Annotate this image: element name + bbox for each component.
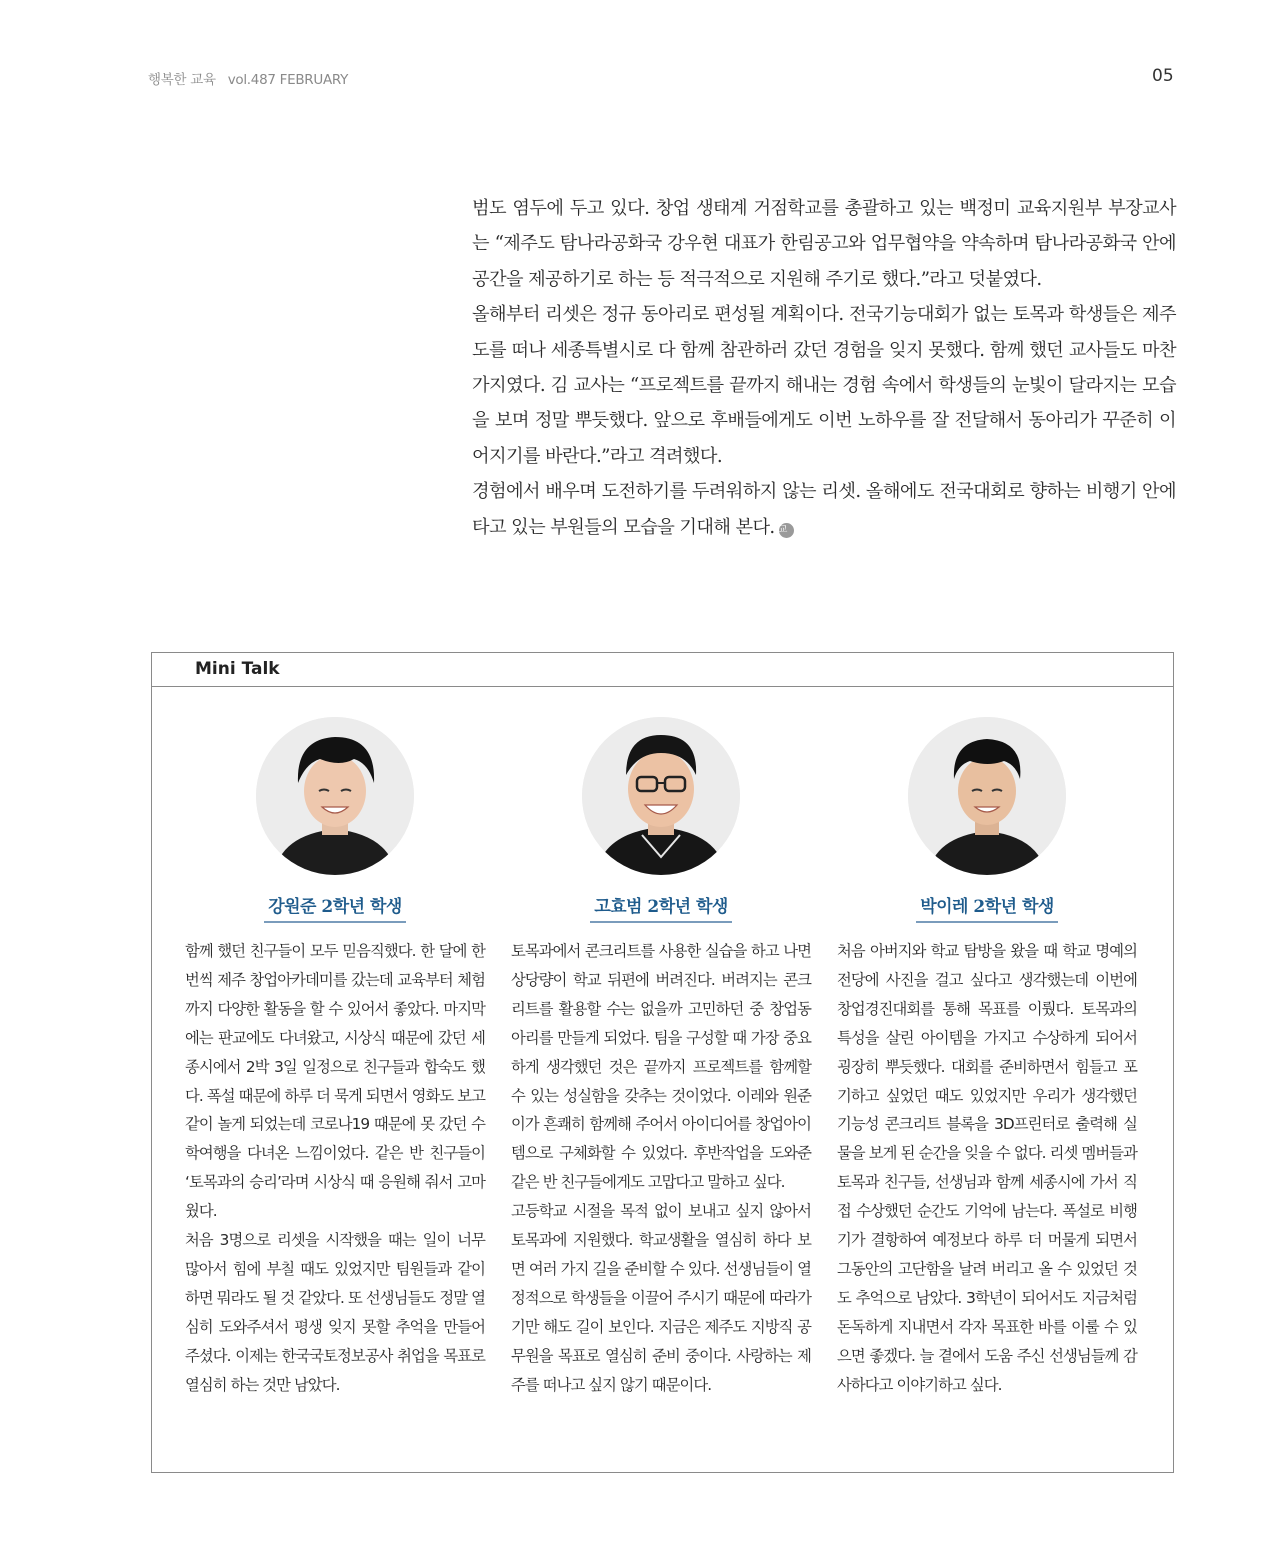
student-portrait-photo [582, 717, 740, 875]
article-paragraph-text: 경험에서 배우며 도전하기를 두려워하지 않는 리셋. 올해에도 전국대회로 향하는 비행기 안에 타고 있는 부원들의 모습을 기대해 본다. [472, 481, 1176, 538]
volume-label: vol.487 FEBRUARY [227, 72, 349, 88]
comment-paragraph: 함께 했던 친구들이 모두 믿음직했다. 한 달에 한 번씩 제주 창업아카데미를 갔는데 교육부터 체험까지 다양한 활동을 할 수 있어서 좋았다. 마지막에는 판교에도 다녀왔고, 시상식 때문에 갔던 세종시에서 2박 3일 일정으로 친구들과 합숙도 했다. 폭설 때문에 하루 더 묵게 되면서 영화도 보고 같이 놀게 되었는데 코로나19 때문에 못 갔던 수학여행을 다녀온 느낌이었다. 같은 반 친구들이 ‘토목과의 승리’라며 시상식 때 응원해 줘서 고마웠다. [185, 942, 485, 1221]
mini-talk-box [151, 652, 1174, 1473]
student-comment [837, 937, 1137, 1400]
article-paragraph [472, 474, 1176, 545]
publication-title: 행복한 교육 [148, 72, 216, 88]
student-name: 박이레 2학년 학생 [916, 892, 1058, 923]
running-header [148, 68, 348, 88]
end-mark-icon: 교 [779, 523, 794, 538]
comment-paragraph: 고등학교 시절을 목적 없이 보내고 싶지 않아서 토목과에 지원했다. 학교생활을 열심히 하다 보면 여러 가지 길을 준비할 수 있다. 선생님들이 열정적으로 학생들을 이끌어 주시기 때문에 따라가기만 해도 길이 보인다. 지금은 제주도 지방직 공무원을 목표로 열심히 준비 중이다. 사랑하는 제주를 떠나고 싶지 않기 때문이다. [511, 1202, 811, 1394]
student-comment [511, 937, 811, 1400]
student-portrait-photo [256, 717, 414, 875]
article-paragraph: 올해부터 리셋은 정규 동아리로 편성될 계획이다. 전국기능대회가 없는 토목과 학생들은 제주도를 떠나 세종특별시로 다 함께 참관하러 갔던 경험을 잊지 못했다. 함께 했던 교사들도 마찬가지였다. 김 교사는 “프로젝트를 끝까지 해내는 경험 속에서 학생들의 눈빛이 달라지는 모습을 보며 정말 뿌듯했다. 앞으로 후배들에게도 이번 노하우를 잘 전달해서 동아리가 꾸준히 이어지기를 바란다.”라고 격려했다. [472, 304, 1176, 467]
student-column-1 [185, 717, 485, 1400]
comment-paragraph: 처음 3명으로 리셋을 시작했을 때는 일이 너무 많아서 힘에 부칠 때도 있었지만 팀원들과 같이하면 뭐라도 될 것 같았다. 또 선생님들도 정말 열심히 도와주셔서 평생 잊지 못할 추억을 만들어 주셨다. 이제는 한국국토정보공사 취업을 목표로 열심히 하는 것만 남았다. [185, 1231, 485, 1394]
student-column-3 [837, 717, 1137, 1400]
mini-talk-title: Mini Talk [195, 659, 280, 679]
article-body [472, 191, 1176, 545]
page-number: 05 [1152, 66, 1174, 86]
student-name: 고효범 2학년 학생 [590, 892, 732, 923]
comment-paragraph: 토목과에서 콘크리트를 사용한 실습을 하고 나면 상당량이 학교 뒤편에 버려진다. 버려지는 콘크리트를 활용할 수는 없을까 고민하던 중 창업동아리를 만들게 되었다. 팀을 구성할 때 가장 중요하게 생각했던 것은 끝까지 프로젝트를 함께할 수 있는 성실함을 갖추는 것이었다. 이레와 원준이가 흔쾌히 함께해 주어서 아이디어를 창업아이템으로 구체화할 수 있었다. 후반작업을 도와준 같은 반 친구들에게도 고맙다고 말하고 싶다. [511, 942, 811, 1192]
comment-paragraph: 처음 아버지와 학교 탐방을 왔을 때 학교 명예의 전당에 사진을 걸고 싶다고 생각했는데 이번에 창업경진대회를 통해 목표를 이뤘다. 토목과의 특성을 살린 아이템을 가지고 수상하게 되어서 굉장히 뿌듯했다. 대회를 준비하면서 힘들고 포기하고 싶었던 때도 있었지만 우리가 생각했던 기능성 콘크리트 블록을 3D프린터로 출력해 실물을 보게 된 순간을 잊을 수 없다. 리셋 멤버들과 토목과 친구들, 선생님과 함께 세종시에 가서 직접 수상했던 순간도 기억에 남는다. 폭설로 비행기가 결항하여 예정보다 하루 더 머물게 되면서 그동안의 고단함을 날려 버리고 올 수 있었던 것도 추억으로 남았다. 3학년이 되어서도 지금처럼 돈독하게 지내면서 각자 목표한 바를 이룰 수 있으면 좋겠다. 늘 곁에서 도움 주신 선생님들께 감사하다고 이야기하고 싶다. [837, 942, 1137, 1394]
article-paragraph: 범도 염두에 두고 있다. 창업 생태계 거점학교를 총괄하고 있는 백정미 교육지원부 부장교사는 “제주도 탐나라공화국 강우현 대표가 한림공고와 업무협약을 약속하며 탐나라공화국 안에 공간을 제공하기로 하는 등 적극적으로 지원해 주기로 했다.”라고 덧붙였다. [472, 198, 1176, 290]
student-comment [185, 937, 485, 1400]
student-column-2 [511, 717, 811, 1400]
student-name: 강원준 2학년 학생 [264, 892, 406, 923]
mini-talk-header [152, 653, 1173, 687]
student-portrait-photo [908, 717, 1066, 875]
